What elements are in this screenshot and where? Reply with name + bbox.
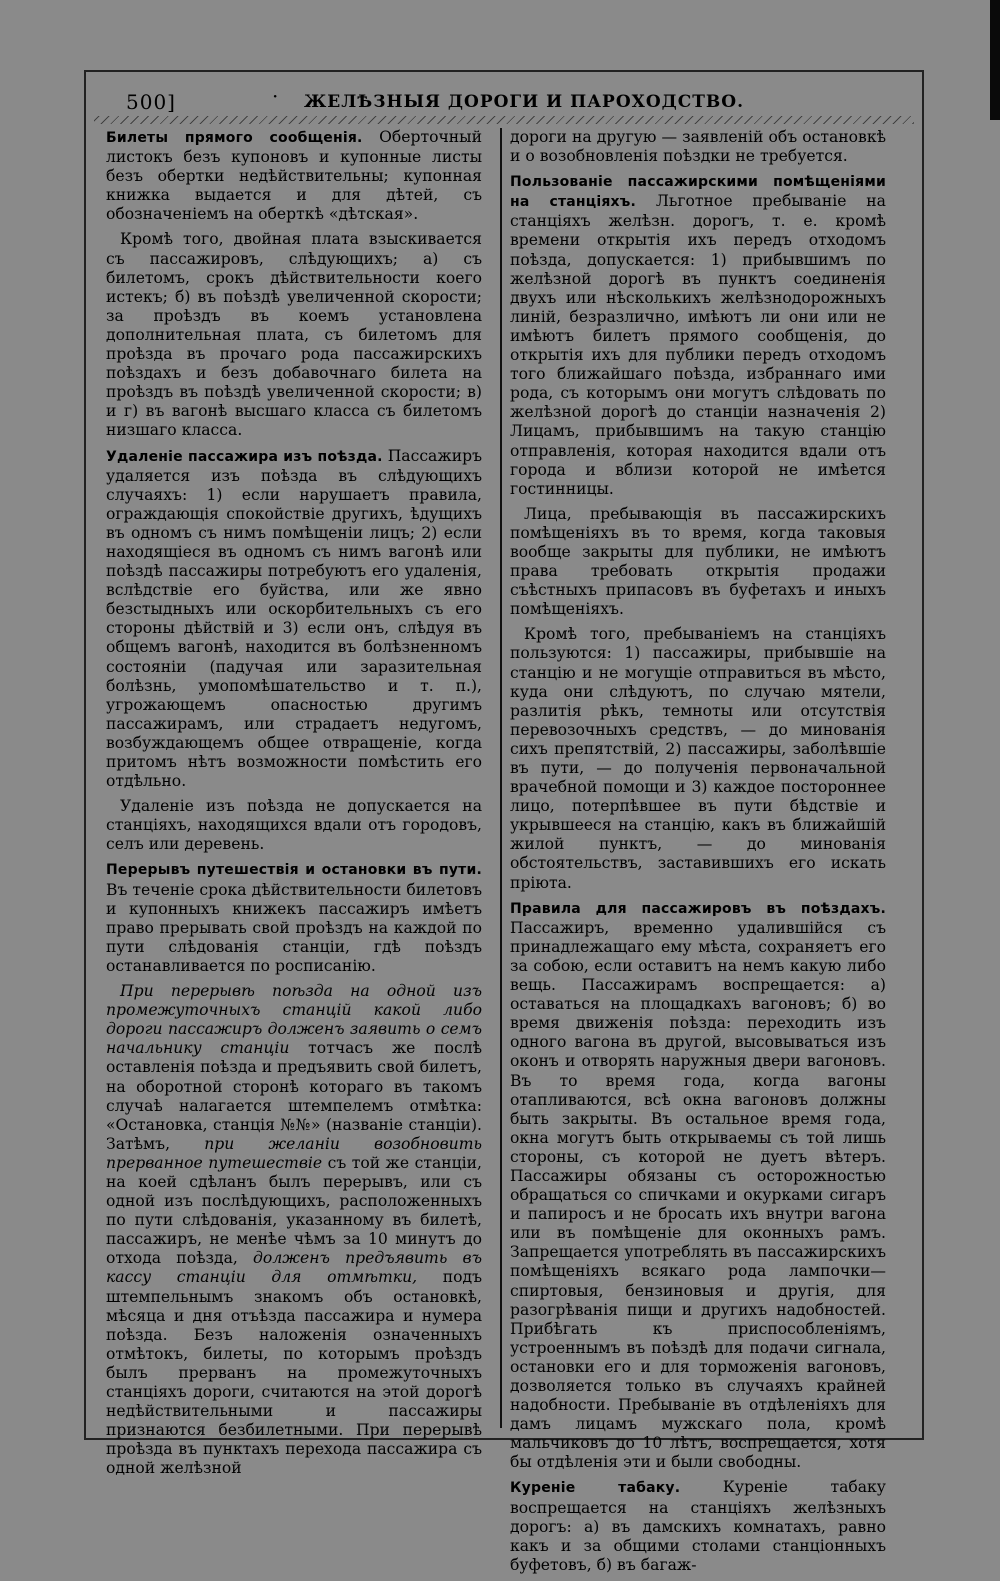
paragraph-text: Пассажиръ удаляется изъ поѣзда въ слѣдующихъ случаяхъ: 1) если нарушаетъ правила, ограждающія спокойствіе другихъ, ѣдущихъ въ одномъ съ нимъ помѣщеніи лицъ; 2) если находящіеся въ одномъ съ нимъ вагонѣ или поѣздѣ пассажиры потребуютъ его удаленія, вслѣдствіе его буйства, или же явно безстыдныхъ или оскорбительныхъ съ его стороны дѣйствій и 3) если онъ, слѣдуя въ общемъ вагонѣ, находится въ болѣзненномъ состояніи (падучая или заразительная болѣзнь, умопомѣшательство и т. п.), угрожающемъ опасностью другимъ пассажирамъ, или страдаетъ недугомъ, возбуждающемъ общее отвращеніе, когда притомъ нѣтъ возможности помѣстить его отдѣльно.: [106, 446, 482, 791]
heading-interruption: Перерывъ путешествія и остановки въ пути.: [106, 862, 482, 879]
paragraph-interruption: [106, 860, 482, 976]
paragraph-interruption-rules: [106, 982, 482, 1478]
paragraph-station-premises: [510, 172, 886, 499]
scan-edge-bar: [990, 0, 1000, 120]
right-column: [510, 128, 886, 1581]
paragraph-text: Пассажиръ, временно удалившійся съ принадлежащаго ему мѣста, сохраняетъ его за собою, если оставитъ на немъ какую либо вещь. Пассажирамъ воспрещается: а) оставаться на площадкахъ вагоновъ; б) во время движенія поѣзда: переходить изъ одного вагона въ другой, высовываться изъ оконъ и отворять наружныя двери вагоновъ. Въ то время года, когда вагоны отапливаются, всѣ окна вагоновъ должны быть закрыты. Въ остальное время года, окна могутъ быть открываемы съ той лишь стороны, съ которой не дуетъ вѣтеръ. Пассажиры обязаны съ осторожностью обращаться со спичками и окурками сигаръ и папиросъ и не бросать ихъ внутри вагона или въ помѣщеніе для оконныхъ рамъ. Запрещается употреблять въ пассажирскихъ помѣщеніяхъ всякаго рода лампочки—спиртовыя, бензиновыя и другія, для разогрѣванія пищи и другихъ надобностей. Прибѣгать къ приспособленіямъ, устроеннымъ въ поѣздѣ для подачи сигнала, остановки его и для торможенія вагоновъ, дозволяется только въ случаяхъ крайней надобности. Пребываніе въ отдѣленіяхъ для дамъ лицамъ мужскаго пола, кромѣ мальчиковъ до 10 лѣтъ, воспрещается, хотя бы отдѣленія эти и были свободны.: [510, 918, 886, 1472]
left-column: [106, 128, 482, 1484]
paragraph-text: Въ теченіе срока дѣйствительности билетовъ и купонныхъ книжекъ пассажиръ имѣетъ право прерывать свой проѣздъ на каждой по пути слѣдованія станціи, гдѣ поѣздъ останавливается по росписанію.: [106, 880, 482, 975]
paragraph-text: Льготное пребываніе на станціяхъ желѣзн. дорогъ, т. е. кромѣ времени открытія ихъ передъ отходомъ поѣзда, допускается: 1) прибывшимъ по желѣзной дорогѣ въ пунктъ соединенія двухъ или нѣсколькихъ желѣзнодорожныхъ линій, безразлично, имѣютъ ли они или не имѣютъ билетъ прямого сообщенія, до открытія ихъ для публики передъ отходомъ того ближайшаго поѣзда, избраннаго ими рода, съ которымъ они могутъ слѣдовать по желѣзной дорогѣ до станціи назначенія 2) Лицамъ, прибывшимъ на такую станцію отправленія, которая находится вдали отъ города и вблизи которой не имѣется гостинницы.: [510, 192, 886, 498]
page-header: [86, 86, 922, 116]
header-wavy-rule: [94, 116, 914, 124]
heading-train-rules: Правила для пассажировъ въ поѣздахъ.: [510, 900, 886, 917]
paragraph-double-fare: Кромѣ того, двойная плата взыскивается съ пассажировъ, слѣдующихъ; а) съ билетомъ, срокъ дѣйствительности коего истекъ; б) въ поѣздѣ увеличенной скорости; за проѣздъ въ коемъ установлена дополнительная плата, съ билетомъ для проѣзда въ прочаго рода пассажирскихъ поѣздахъ и безъ добавочнаго билета на проѣздъ въ поѣздѣ увеличенной скорости; в) и г) въ вагонѣ высшаго класса съ билетомъ низшаго класса.: [106, 230, 482, 440]
heading-station-premises: Пользованіе пассажирскими помѣщеніями на станціяхъ.: [510, 174, 886, 211]
paragraph-stay-users: Кромѣ того, пребываніемъ на станціяхъ пользуются: 1) пассажиры, прибывшіе на станцію и не могущіе отправиться въ мѣсто, куда они слѣдуютъ, по случаю мятели, разлитія рѣкъ, темноты или отсутствія перевозочныхъ средствъ, — до минованія сихъ препятствій, 2) пассажиры, заболѣвшіе въ пути, — до полученія первоначальной врачебной помощи и 3) каждое постороннее лицо, потерпѣвшее въ пути бѣдствіе и укрывшееся на станцію, какъ въ ближайшій жилой пунктъ, — до минованія обстоятельствъ, заставившихъ его искать пріюта.: [510, 625, 886, 892]
paragraph-tickets: [106, 128, 482, 224]
paragraph-removal-restriction: Удаленіе изъ поѣзда не допускается на станціяхъ, находящихся вдали отъ городовъ, селъ или деревень.: [106, 797, 482, 854]
italic-text: долженъ предъявить въ кассу станціи для отмѣтки,: [106, 1249, 482, 1287]
paragraph-continuation: дороги на другую — заявленій объ остановкѣ и о возобновленія поѣздки не требуется.: [510, 128, 886, 166]
heading-tickets: Билеты прямого сообщенія.: [106, 130, 363, 146]
page-number: 500]: [126, 90, 176, 114]
heading-removal: Удаленіе пассажира изъ поѣзда.: [106, 448, 383, 465]
paragraph-removal: [106, 447, 482, 792]
paragraph-smoking: [510, 1478, 886, 1574]
italic-text: При перерывѣ поѣзда на одной изъ промежуточныхъ станцій какой либо дороги пассажиръ долженъ заявить о семъ начальнику станціи: [106, 982, 482, 1058]
column-divider: [500, 128, 502, 1428]
heading-smoking: Куреніе табаку.: [510, 1480, 681, 1497]
paragraph-text: тотчасъ же послѣ оставленія поѣзда и предъявить свой билетъ, на оборотной сторонѣ котораго въ такомъ случаѣ налагается штемпелемъ отмѣтка: «Остановка, станція №№» (названіе станціи). Затѣмъ,: [106, 1039, 482, 1153]
paragraph-text: подъ штемпельнымъ знакомъ объ остановкѣ, мѣсяца и дня отъѣзда пассажира и нумера поѣзда. Безъ наложенія означенныхъ отмѣтокъ, билеты, по которымъ проѣздъ былъ прерванъ на промежуточныхъ станціяхъ дороги, считаются на этой дорогѣ недѣйствительными и пассажиры признаются безбилетными. При перерывѣ проѣзда въ пунктахъ перехода пассажира съ одной желѣзной: [106, 1268, 482, 1478]
running-title: ЖЕЛѢЗНЫЯ ДОРОГИ И ПАРОХОДСТВО.: [304, 92, 745, 112]
italic-text: при желаніи возобновить прерванное путешествіе: [106, 1134, 482, 1172]
paragraph-text: Оберточный листокъ безъ купоновъ и купонные листы безъ обертки недѣйствительны; купонная книжка выдается и для дѣтей, съ обозначеніемъ на оберткѣ «дѣтская».: [106, 128, 482, 224]
paragraph-text: Куреніе табаку воспрещается на станціяхъ желѣзныхъ дорогъ: а) въ дамскихъ комнатахъ, равно какъ и за общими столами станціонныхъ буфетовъ, б) въ багаж-: [510, 1478, 886, 1574]
paragraph-train-rules: [510, 899, 886, 1473]
paragraph-closed-premises: Лица, пребывающія въ пассажирскихъ помѣщеніяхъ въ то время, когда таковыя вообще закрыты для публики, не имѣютъ права требовать открытія продажи съѣстныхъ припасовъ въ буфетахъ и иныхъ помѣщеніяхъ.: [510, 504, 886, 619]
paragraph-text: съ той же станціи, на коей сдѣланъ былъ перерывъ, или съ одной изъ послѣдующихъ, расположенныхъ по пути слѣдованія, указанному въ билетѣ, пассажиръ, не менѣе чѣмъ за 10 минутъ до отхода поѣзда,: [106, 1153, 482, 1268]
header-dot: ·: [272, 84, 279, 108]
book-page: [84, 70, 924, 1574]
